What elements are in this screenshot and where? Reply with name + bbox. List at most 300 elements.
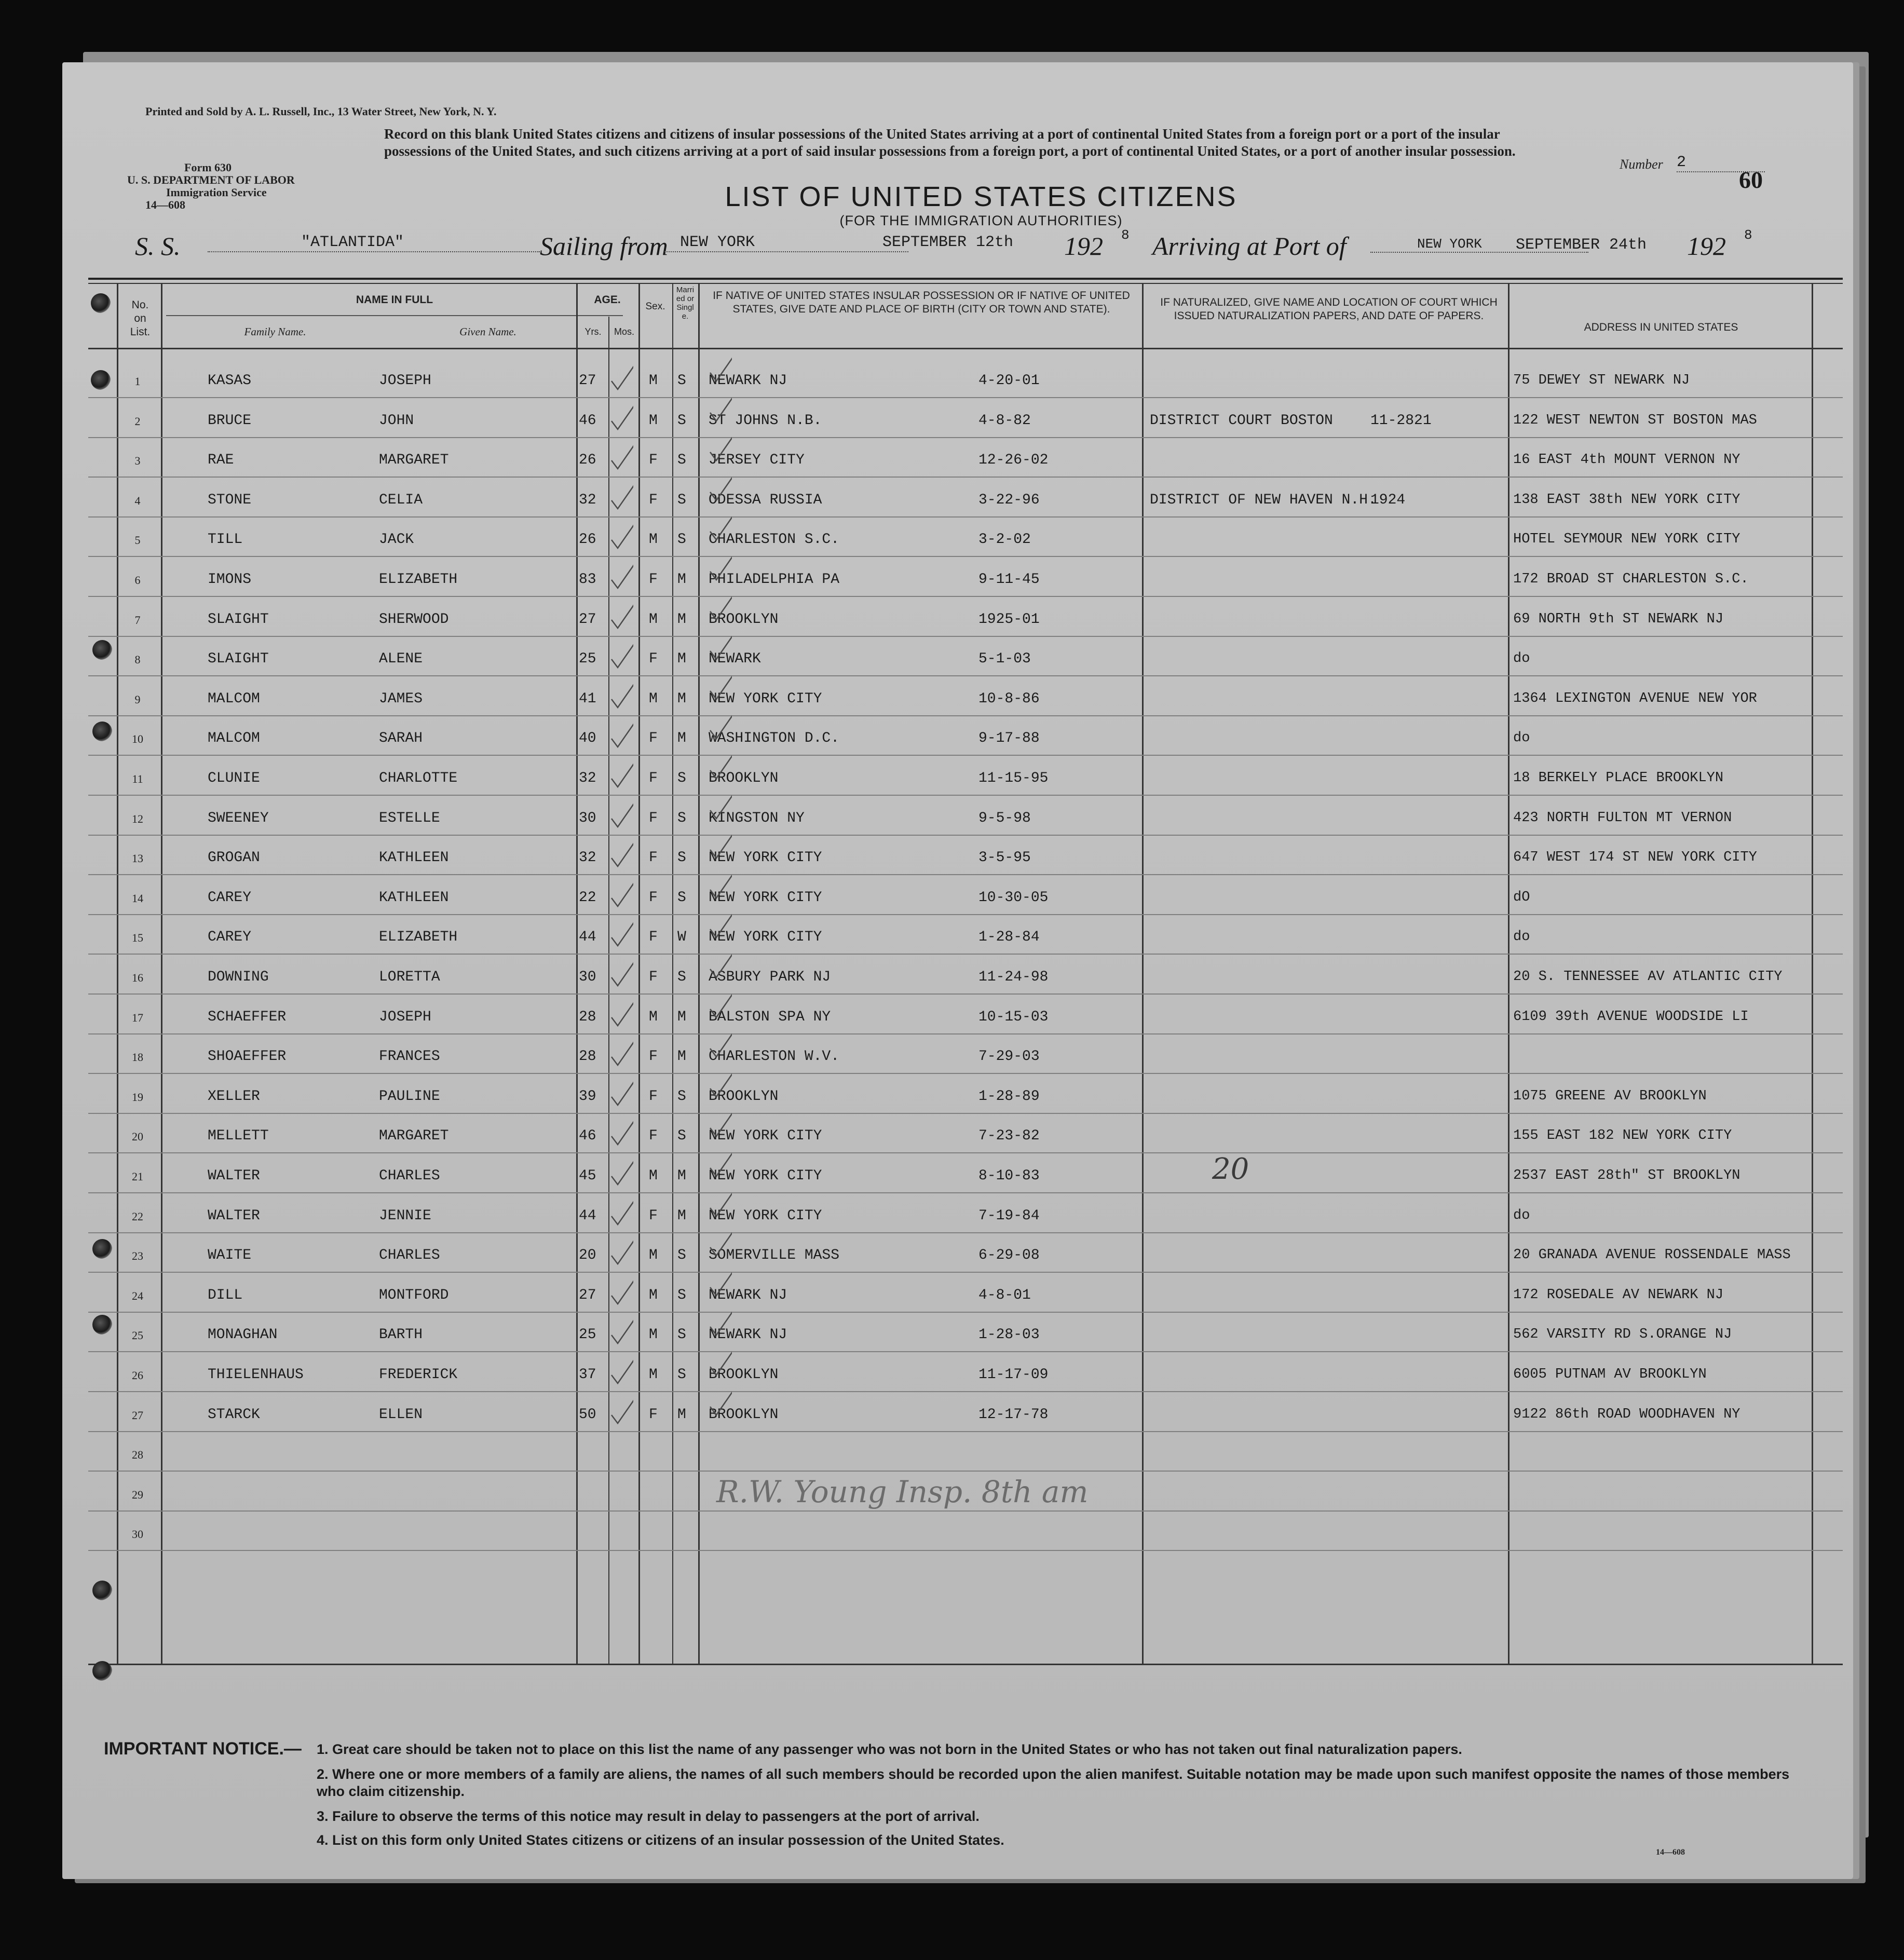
check-mark-icon — [706, 514, 732, 545]
given-name: JOHN — [379, 412, 414, 429]
address: 562 VARSITY RD S.ORANGE NJ — [1513, 1327, 1732, 1343]
family-name: MELLETT — [208, 1128, 269, 1145]
check-mark-icon — [607, 642, 633, 673]
marital-status: M — [677, 1049, 686, 1065]
marital-status: M — [677, 1207, 686, 1224]
check-mark-icon — [607, 920, 633, 951]
marital-status: S — [677, 1128, 686, 1145]
notice-item-3: 3. Failure to observe the terms of this notice may result in delay to passengers at the port of arrival. — [317, 1808, 980, 1824]
given-name: CHARLES — [379, 1247, 440, 1264]
punch-hole — [92, 1581, 112, 1600]
sex: F — [649, 929, 658, 946]
birth-date: 9-17-88 — [978, 730, 1040, 747]
arriving-label: Arriving at Port of — [1152, 232, 1347, 261]
row-number: 13 — [132, 852, 143, 865]
birth-place: NEW YORK CITY — [709, 1207, 822, 1224]
check-mark-icon — [607, 443, 633, 474]
birth-place: WASHINGTON D.C. — [709, 730, 840, 747]
birth-date: 5-1-03 — [978, 651, 1031, 668]
given-name: KATHLEEN — [379, 850, 449, 866]
marital-status: M — [677, 1168, 686, 1184]
sex: M — [649, 373, 658, 389]
family-name: SCHAEFFER — [208, 1009, 287, 1025]
given-name: ESTELLE — [379, 810, 440, 826]
check-mark-icon — [607, 1159, 633, 1190]
check-mark-icon — [607, 522, 633, 553]
birth-place: PHILADELPHIA PA — [709, 571, 840, 588]
sex: M — [649, 690, 658, 707]
arriving-date: SEPTEMBER 24th — [1516, 236, 1647, 254]
marital-status: S — [677, 969, 686, 985]
check-mark-icon — [607, 1317, 633, 1349]
check-mark-icon — [607, 1278, 633, 1309]
check-mark-icon — [706, 1110, 732, 1141]
check-mark-icon — [706, 434, 732, 466]
family-name: MALCOM — [208, 730, 260, 747]
sex: M — [649, 611, 658, 628]
family-name: SLAIGHT — [208, 611, 269, 628]
marital-status: S — [677, 770, 686, 786]
birth-place: SOMERVILLE MASS — [709, 1247, 840, 1264]
check-mark-icon — [706, 1071, 732, 1102]
row-number: 4 — [134, 494, 141, 507]
age-years: 28 — [579, 1049, 596, 1065]
check-mark-icon — [607, 1079, 633, 1110]
row-number: 8 — [134, 653, 141, 666]
birth-date: 4-8-82 — [978, 412, 1031, 429]
birth-date: 3-2-02 — [978, 532, 1031, 548]
given-name: PAULINE — [379, 1088, 440, 1105]
birth-date: 8-10-83 — [978, 1168, 1040, 1184]
sex: F — [649, 1207, 658, 1224]
vrule — [576, 283, 578, 1664]
arriving-port-text: NEW YORK — [1417, 236, 1482, 252]
address: 6005 PUTNAM AV BROOKLYN — [1513, 1367, 1707, 1382]
printer-note: Printed and Sold by A. L. Russell, Inc., 13 Water Street, New York, N. Y. — [145, 105, 497, 118]
birth-date: 1-28-84 — [978, 929, 1040, 946]
check-mark-icon — [607, 761, 633, 792]
family-name: CAREY — [208, 929, 252, 946]
birth-date: 4-20-01 — [978, 373, 1040, 389]
birth-place: KINGSTON NY — [709, 810, 805, 826]
given-name: MARGARET — [379, 452, 449, 469]
birth-place: BROOKLYN — [709, 1406, 779, 1423]
given-name: LORETTA — [379, 969, 440, 985]
col-mos: Mos. — [614, 326, 634, 337]
marital-status: S — [677, 1088, 686, 1105]
row-rule — [88, 556, 1843, 557]
age-years: 30 — [579, 810, 596, 826]
row-rule — [88, 1510, 1843, 1512]
check-mark-icon — [607, 602, 633, 633]
col-married-single: Married or Single. — [676, 285, 695, 321]
address: 75 DEWEY ST NEWARK NJ — [1513, 373, 1690, 388]
row-rule — [88, 397, 1843, 398]
sex: M — [649, 1247, 658, 1264]
arriving-year-digit: 8 — [1744, 227, 1752, 243]
family-name: WALTER — [208, 1207, 260, 1224]
birth-date: 4-8-01 — [978, 1287, 1031, 1303]
family-name: STARCK — [208, 1406, 260, 1423]
row-number: 15 — [132, 931, 143, 945]
family-name: THIELENHAUS — [208, 1367, 304, 1383]
address: 1075 GREENE AV BROOKLYN — [1513, 1088, 1707, 1104]
check-mark-icon — [706, 1150, 732, 1181]
punch-hole — [92, 722, 112, 741]
row-number: 1 — [134, 375, 141, 388]
service-name: Immigration Service — [166, 186, 267, 199]
row-number: 26 — [132, 1369, 143, 1382]
check-mark-icon — [607, 1000, 633, 1031]
notice-item-1: 1. Great care should be taken not to place on this list the name of any passenger who was not born in the United States or who has not taken out final naturalization papers. — [317, 1741, 1462, 1757]
age-years: 83 — [579, 571, 596, 588]
address: 6109 39th AVENUE WOODSIDE LI — [1513, 1009, 1749, 1025]
family-name: CLUNIE — [208, 770, 260, 786]
address: HOTEL SEYMOUR NEW YORK CITY — [1513, 532, 1740, 548]
birth-date: 11-24-98 — [978, 969, 1049, 985]
age-years: 27 — [579, 1287, 596, 1303]
address: 18 BERKELY PLACE BROOKLYN — [1513, 770, 1724, 786]
punch-hole — [91, 293, 111, 313]
given-name: JACK — [379, 532, 414, 548]
given-name: JOSEPH — [379, 1009, 431, 1025]
court-name: DISTRICT OF NEW HAVEN N.H. — [1150, 492, 1377, 508]
marital-status: M — [677, 1009, 686, 1025]
birth-date: 9-5-98 — [978, 810, 1031, 826]
col-given-name: Given Name. — [459, 325, 516, 338]
age-years: 27 — [579, 611, 596, 628]
birth-place: JERSEY CITY — [709, 452, 805, 469]
row-rule — [88, 1232, 1843, 1233]
sex: M — [649, 1168, 658, 1184]
row-rule — [88, 1550, 1843, 1551]
address: dO — [1513, 889, 1530, 905]
family-name: SLAIGHT — [208, 651, 269, 668]
check-mark-icon — [706, 395, 732, 426]
birth-place: NEW YORK CITY — [709, 690, 822, 707]
check-mark-icon — [706, 713, 732, 744]
row-rule — [88, 1431, 1843, 1432]
check-mark-icon — [706, 1349, 732, 1380]
table-top-rule-2 — [88, 283, 1843, 284]
col-name-in-full: NAME IN FULL — [356, 294, 433, 306]
birth-place: NEWARK NJ — [709, 1287, 787, 1303]
family-name: GROGAN — [208, 850, 260, 866]
manifest-sheet — [62, 62, 1853, 1879]
family-name: MONAGHAN — [208, 1327, 278, 1343]
given-name: CHARLES — [379, 1168, 440, 1184]
court-name: DISTRICT COURT BOSTON — [1150, 412, 1333, 429]
given-name: SARAH — [379, 730, 423, 747]
marital-status: W — [677, 929, 686, 946]
address: 20 GRANADA AVENUE ROSSENDALE MASS — [1513, 1247, 1791, 1263]
age-years: 44 — [579, 929, 596, 946]
address: 16 EAST 4th MOUNT VERNON NY — [1513, 452, 1740, 468]
marital-status: M — [677, 730, 686, 747]
row-rule — [88, 914, 1843, 915]
birth-place: NEW YORK CITY — [709, 1128, 822, 1145]
birth-place: BALSTON SPA NY — [709, 1009, 831, 1025]
court-date: 11-2821 — [1370, 412, 1432, 429]
birth-place: NEW YORK CITY — [709, 889, 822, 906]
family-name: WAITE — [208, 1247, 252, 1264]
marital-status: M — [677, 1406, 686, 1423]
check-mark-icon — [706, 872, 732, 903]
col-yrs: Yrs. — [584, 326, 602, 337]
address: 2537 EAST 28th" ST BROOKLYN — [1513, 1168, 1740, 1183]
row-number: 2 — [134, 414, 141, 428]
row-rule — [88, 596, 1843, 597]
row-rule — [88, 1312, 1843, 1313]
row-number: 11 — [132, 772, 143, 785]
row-rule — [88, 954, 1843, 955]
marital-status: S — [677, 1367, 686, 1383]
row-rule — [88, 675, 1843, 676]
birth-date: 12-26-02 — [978, 452, 1049, 469]
family-name: SHOAEFFER — [208, 1049, 287, 1065]
ship-name — [208, 234, 540, 252]
check-mark-icon — [706, 1389, 732, 1420]
given-name: SHERWOOD — [379, 611, 449, 628]
sailing-port — [664, 234, 908, 252]
check-mark-icon — [607, 801, 633, 832]
age-years: 32 — [579, 492, 596, 508]
row-rule — [88, 636, 1843, 637]
age-years: 26 — [579, 452, 596, 469]
col-family-name: Family Name. — [244, 325, 306, 338]
birth-date: 3-22-96 — [978, 492, 1040, 508]
family-name: TILL — [208, 532, 243, 548]
age-years: 20 — [579, 1247, 596, 1264]
given-name: FRANCES — [379, 1049, 440, 1065]
given-name: KATHLEEN — [379, 889, 449, 906]
marital-status: M — [677, 571, 686, 588]
birth-place: BROOKLYN — [709, 1088, 779, 1105]
birth-date: 7-19-84 — [978, 1207, 1040, 1224]
given-name: MARGARET — [379, 1128, 449, 1145]
check-mark-icon — [607, 682, 633, 713]
check-mark-icon — [706, 633, 732, 664]
given-name: ELLEN — [379, 1406, 423, 1423]
row-rule — [88, 1033, 1843, 1035]
row-number: 23 — [132, 1249, 143, 1263]
given-name: FREDERICK — [379, 1367, 458, 1383]
address: 647 WEST 174 ST NEW YORK CITY — [1513, 850, 1757, 866]
col-naturalized: IF NATURALIZED, GIVE NAME AND LOCATION OF COURT WHICH ISSUED NATURALIZATION PAPERS, AND DATE OF PAPERS. — [1160, 296, 1498, 322]
form-number: Form 630 — [184, 161, 232, 174]
row-rule — [88, 1272, 1843, 1273]
address: 138 EAST 38th NEW YORK CITY — [1513, 492, 1740, 508]
row-number: 20 — [132, 1130, 143, 1144]
check-mark-icon — [706, 1031, 732, 1062]
row-rule — [88, 1113, 1843, 1114]
notice-item-4: 4. List on this form only United States citizens or citizens of an insular possession of the United States. — [317, 1832, 1004, 1848]
department-name: U. S. DEPARTMENT OF LABOR — [127, 173, 295, 186]
given-name: BARTH — [379, 1327, 423, 1343]
age-years: 45 — [579, 1168, 596, 1184]
sex: F — [649, 492, 658, 508]
birth-date: 10-15-03 — [978, 1009, 1049, 1025]
table-top-rule — [88, 278, 1843, 280]
footer-code: 14—608 — [1656, 1848, 1685, 1857]
age-years: 50 — [579, 1406, 596, 1423]
age-years: 41 — [579, 690, 596, 707]
birth-date: 3-5-95 — [978, 850, 1031, 866]
row-rule — [88, 1152, 1843, 1153]
birth-date: 11-15-95 — [978, 770, 1049, 786]
sailing-year-digit: 8 — [1121, 227, 1130, 243]
birth-place: CHARLESTON W.V. — [709, 1049, 840, 1065]
address: 9122 86th ROAD WOODHAVEN NY — [1513, 1406, 1740, 1422]
check-mark-icon — [706, 1309, 732, 1340]
family-name: RAE — [208, 452, 234, 469]
number-label: Number — [1620, 157, 1663, 172]
row-number: 6 — [134, 574, 141, 587]
sex: F — [649, 889, 658, 906]
vrule — [1508, 283, 1509, 1664]
vrule — [1812, 283, 1813, 1664]
check-mark-icon — [706, 474, 732, 506]
marital-status: S — [677, 492, 686, 508]
row-rule — [88, 835, 1843, 836]
birth-date: 12-17-78 — [978, 1406, 1049, 1423]
marital-status: S — [677, 452, 686, 469]
address: do — [1513, 1207, 1530, 1223]
ss-label: S. S. — [135, 232, 181, 261]
address: do — [1513, 929, 1530, 945]
given-name: ELIZABETH — [379, 929, 458, 946]
form-title: LIST OF UNITED STATES CITIZENS — [725, 181, 1237, 212]
birth-date: 7-23-82 — [978, 1128, 1040, 1145]
sex: F — [649, 810, 658, 826]
row-number: 14 — [132, 891, 143, 905]
sailing-port-text: NEW YORK — [680, 234, 755, 251]
check-mark-icon — [607, 840, 633, 872]
sex: M — [649, 1009, 658, 1025]
sex: F — [649, 452, 658, 469]
row-number: 18 — [132, 1051, 143, 1064]
row-rule — [88, 477, 1843, 478]
age-years: 22 — [579, 889, 596, 906]
check-mark-icon — [706, 554, 732, 585]
age-years: 39 — [579, 1088, 596, 1105]
notice-item-2: 2. Where one or more members of a family are aliens, the names of all such members should be recorded upon the alien manifest. Suitable notation may be made upon such manifest opposite the names of those members who claim citizenship. — [317, 1766, 1790, 1799]
sex: F — [649, 850, 658, 866]
col-no-on-list: No. on List. — [130, 299, 151, 338]
age-years: 32 — [579, 770, 596, 786]
check-mark-icon — [706, 673, 732, 704]
age-years: 30 — [579, 969, 596, 985]
given-name: JENNIE — [379, 1207, 431, 1224]
row-rule — [88, 795, 1843, 796]
check-mark-icon — [607, 1357, 633, 1389]
sailing-year-prefix: 192 — [1064, 232, 1103, 261]
row-rule — [88, 437, 1843, 438]
address: 172 ROSEDALE AV NEWARK NJ — [1513, 1287, 1724, 1303]
check-mark-icon — [706, 1230, 732, 1261]
row-rule — [88, 715, 1843, 716]
birth-date: 1925-01 — [978, 611, 1040, 628]
address: 423 NORTH FULTON MT VERNON — [1513, 810, 1732, 826]
number-value: 2 — [1677, 154, 1765, 172]
row-number: 21 — [132, 1170, 143, 1183]
given-name: ALENE — [379, 651, 423, 668]
row-number: 16 — [132, 971, 143, 984]
family-name: BRUCE — [208, 412, 252, 429]
page-number: 60 — [1739, 167, 1763, 193]
family-name: SWEENEY — [208, 810, 269, 826]
age-years: 37 — [579, 1367, 596, 1383]
age-years: 28 — [579, 1009, 596, 1025]
marital-status: M — [677, 651, 686, 668]
header-bottom-rule — [88, 348, 1843, 349]
row-rule — [88, 516, 1843, 518]
marital-status: S — [677, 373, 686, 389]
punch-hole — [92, 1239, 112, 1259]
sex: F — [649, 969, 658, 985]
check-mark-icon — [607, 880, 633, 911]
marital-status: S — [677, 532, 686, 548]
row-number: 7 — [134, 613, 141, 627]
col-birth: IF NATIVE OF UNITED STATES INSULAR POSSESSION OR IF NATIVE OF UNITED STATES, GIVE DATE AND PLACE OF BIRTH (CITY OR TOWN AND STATE). — [713, 290, 1130, 315]
family-name: WALTER — [208, 1168, 260, 1184]
check-mark-icon — [706, 911, 732, 943]
row-rule — [88, 874, 1843, 875]
court-date: 1924 — [1370, 492, 1406, 508]
sex: F — [649, 730, 658, 747]
name-divider — [166, 315, 623, 316]
birth-date: 10-30-05 — [978, 889, 1049, 906]
check-mark-icon — [607, 721, 633, 752]
birth-place: CHARLESTON S.C. — [709, 532, 840, 548]
check-mark-icon — [706, 594, 732, 625]
check-mark-icon — [607, 562, 633, 593]
birth-place: NEWARK NJ — [709, 1327, 787, 1343]
row-rule — [88, 993, 1843, 995]
row-number: 25 — [132, 1329, 143, 1342]
punch-hole — [91, 370, 111, 390]
check-mark-icon — [706, 355, 732, 386]
address: 1364 LEXINGTON AVENUE NEW YOR — [1513, 690, 1757, 706]
sex: M — [649, 1367, 658, 1383]
col-age: AGE. — [594, 294, 621, 306]
given-name: MONTFORD — [379, 1287, 449, 1303]
marital-status: S — [677, 850, 686, 866]
notice-heading: IMPORTANT NOTICE.— — [104, 1739, 302, 1759]
birth-place: ASBURY PARK NJ — [709, 969, 831, 985]
marital-status: S — [677, 412, 686, 429]
sex: F — [649, 571, 658, 588]
row-number: 27 — [132, 1408, 143, 1422]
given-name: JOSEPH — [379, 373, 431, 389]
check-mark-icon — [706, 832, 732, 863]
marital-status: S — [677, 1287, 686, 1303]
form-subtitle: (FOR THE IMMIGRATION AUTHORITIES) — [839, 213, 1123, 228]
arriving-year-prefix: 192 — [1687, 232, 1726, 261]
birth-place: NEW YORK CITY — [709, 850, 822, 866]
family-name: IMONS — [208, 571, 252, 588]
birth-date: 1-28-89 — [978, 1088, 1040, 1105]
given-name: ELIZABETH — [379, 571, 458, 588]
vrule — [698, 283, 700, 1664]
birth-date: 11-17-09 — [978, 1367, 1049, 1383]
birth-date: 9-11-45 — [978, 571, 1040, 588]
birth-date: 1-28-03 — [978, 1327, 1040, 1343]
row-rule — [88, 755, 1843, 756]
row-number: 30 — [132, 1528, 143, 1541]
family-name: XELLER — [208, 1088, 260, 1105]
age-years: 46 — [579, 1128, 596, 1145]
